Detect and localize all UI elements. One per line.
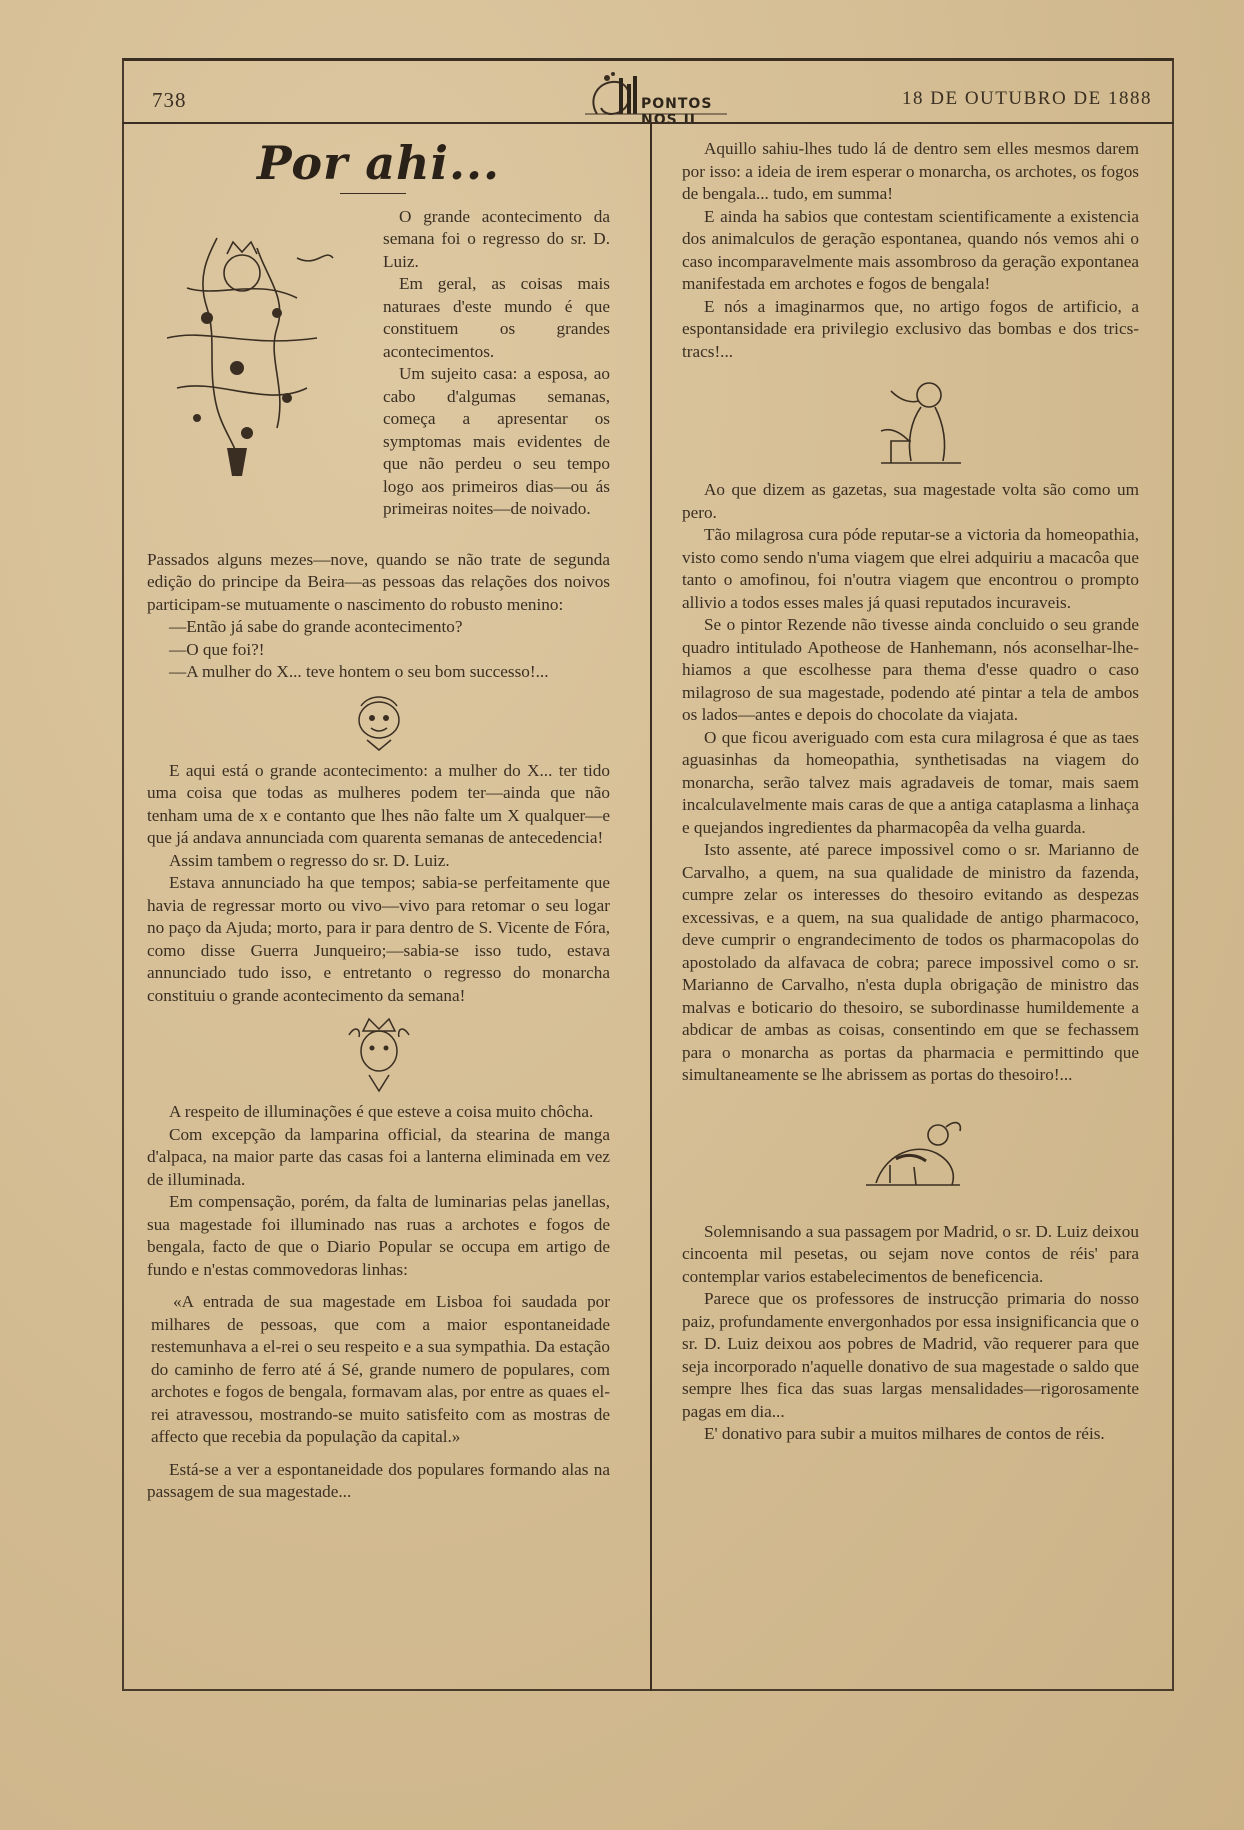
- article-title: Por ahi...: [256, 136, 501, 190]
- dialogue-line: —Então já sabe do grande acontecimento?: [169, 617, 463, 636]
- page-number: 738: [152, 88, 187, 112]
- issue-date: 18 DE OUTUBRO DE 1888: [902, 88, 1152, 109]
- dialogue-line: —O que foi?!: [169, 639, 265, 659]
- paragraph: Aquillo sahiu-lhes tudo lá de dentro sem elles mesmos darem por isso: a ideia de irem esperar o monarcha, os archotes, os fogos de bengala... tudo, em summa!: [682, 139, 1139, 203]
- intro-text: [383, 206, 610, 521]
- paragraph: Assim tambem o regresso do sr. D. Luiz.: [169, 850, 450, 870]
- paragraph: O que ficou averiguado com esta cura milagrosa é que as taes aguasinhas da homeopathia, synthetisadas na viagem do monarcha, serão talvez mais agradaveis de tomar, mais saem incalculavelmente mais caras de que a antiga cataplasma a linhaça e quejandos ingredientes da pharmacopêa da velha guarda.: [682, 727, 1139, 837]
- intro-section: [147, 206, 610, 549]
- crouching-figure-vignette-icon: [856, 1113, 966, 1193]
- paragraph: Com excepção da lamparina official, da stearina de manga d'alpaca, na maior parte das casas foi a lanterna eliminada em vez de illuminada.: [147, 1124, 610, 1189]
- vignette-4: [682, 1113, 1139, 1193]
- paragraph: Isto assente, até parece impossivel como o sr. Marianno de Carvalho, a quem, na sua qualidade de ministro da fazenda, cumpre zelar os interesses do thesoiro evitando as despezas excessivas, e a quem, na sua qualidade de antigo pharmacoco, deve cumprir o engrandecimento de todos os pharmacopolas do apostolado da alfavaca de cobra; parece impossivel como o sr. Marianno de Carvalho, n'esta dupla obrigação de ministro das malvas e boticario do thesoiro, se subordinasse humildemente a abdicar de ambas as coisas, consentindo em que se fechassem para o monarcha as portas da pharmacia e permittindo que simultaneamente se lhe abrissem as portas do thesoiro!...: [682, 840, 1139, 1084]
- masthead-title: PONTOS NOS II: [641, 96, 713, 128]
- paragraph: Está-se a ver a espontaneidade dos populares formando alas na passagem de sua magestade...: [147, 1459, 610, 1501]
- paragraph: Tão milagrosa cura póde reputar-se a victoria da homeopathia, visto como sendo n'uma viagem que elrei adquiriu a macacôa que tanto o amofinou, foi n'outra viagem que encontrou o prompto allivio a todos esses males já quasi reputados incuraveis.: [682, 525, 1139, 612]
- paragraph: Se o pintor Rezende não tivesse ainda concluido o seu grande quadro intitulado Apotheose de Hanhemann, nós aconselhar-lhe-hiamos a que escolhesse para thema d'esse quadro o caso milagroso de sua magestade, podendo até pintar a tela de ambos os lados—antes e depois do chocolate da viajata.: [682, 615, 1139, 724]
- title-rule: [340, 193, 406, 194]
- quote-block: «A entrada de sua magestade em Lisboa foi saudada por milhares de pessoas, que com a maior espontaneidade restemunhava a el-rei o seu respeito e a sua sympathia. Da estação do caminho de ferro até á Sé, grande numero de populares, com archotes e fogos de bengala, formavam alas, por entre as quaes el-rei atravessou, mostrando-se muito satisfeito com as mostras de affecto que recebia da população da capital.»: [151, 1292, 610, 1446]
- vignette-1: [147, 692, 610, 752]
- paragraph: E aqui está o grande acontecimento: a mulher do X... ter tido uma coisa que todas as mulheres podem ter—ainda que não tenham uma de x e contanto que lhes não falte um X qualquer—e que já andava annunciada com quarenta semanas de antecedencia!: [147, 760, 610, 847]
- paragraph: Parece que os professores de instrucção primaria do nosso paiz, profundamente envergonhados por essa insignificancia que o sr. D. Luiz deixou aos pobres de Madrid, vão requerer para que seja incorporado n'aquelle donativo de sua magestade o saldo que sempre lhes fica das suas largas mensalidades—rigorosamente pagas em dia...: [682, 1289, 1139, 1421]
- masthead-logo: [577, 68, 737, 128]
- dialogue-line: —A mulher do X... teve hontem o seu bom successo!...: [169, 662, 549, 681]
- seated-figure-vignette-icon: [851, 371, 971, 471]
- crowned-head-vignette-icon: [339, 1015, 419, 1093]
- paragraph: A respeito de illuminações é que esteve a coisa muito chôcha.: [169, 1102, 594, 1121]
- paragraph: Em compensação, porém, da falta de luminarias pelas janellas, sua magestade foi illuminado nas ruas a archotes e fogos de bengala, facto de que o Diario Popular se occupa em artigo de fundo e n'estas commovedoras linhas:: [147, 1192, 610, 1279]
- paragraph: Passados alguns mezes—nove, quando se não trate de segunda edição do principe da Beira—as pessoas das relações dos noivos participam-se mutuamente o nascimento do robusto menino:: [147, 549, 610, 614]
- crowned-figure-illustration: [147, 218, 337, 480]
- vignette-3: [682, 371, 1139, 471]
- paragraph: Um sujeito casa: a esposa, ao cabo d'algumas semanas, começa a apresentar os symptomas mais evidentes de que não perdeu o seu tempo logo aos primeiros dias—ou ás primeiras noites—de noivado.: [383, 364, 610, 518]
- paragraph: Ao que dizem as gazetas, sua magestade volta são como um pero.: [682, 480, 1139, 522]
- right-column: [682, 138, 1139, 1446]
- paragraph: Em geral, as coisas mais naturaes d'este mundo é que constituem os grandes acontecimentos.: [383, 274, 610, 361]
- paragraph: E' donativo para subir a muitos milhares de contos de réis.: [704, 1424, 1105, 1443]
- header-rule: [122, 122, 1174, 124]
- paragraph: Estava annunciado ha que tempos; sabia-se perfeitamente que havia de regressar morto ou vivo—vivo para retomar o seu logar no paço da Ajuda; morto, para ir para dentro de S. Vicente de Fóra, como disse Guerra Junqueiro;—sabia-se isso tudo, estava annunciado tudo isso, e entretanto o regresso do monarcha constituiu o grande acontecimento da semana!: [147, 873, 610, 1005]
- paragraph: O grande acontecimento da semana foi o regresso do sr. D. Luiz.: [383, 206, 610, 271]
- page-header: [122, 58, 1174, 128]
- column-divider: [650, 124, 652, 1691]
- paragraph: E ainda ha sabios que contestam scientificamente a existencia dos animalculos de geração espontanea, quando nós vemos ahi o caso incomparavelmente mais assombroso da geração expontanea manifestada em archotes e fogos de bengala!: [682, 206, 1139, 293]
- paragraph: Solemnisando a sua passagem por Madrid, o sr. D. Luiz deixou cincoenta mil pesetas, ou sejam nove contos de réis' para contemplar varios estabelecimentos de beneficencia.: [682, 1221, 1139, 1286]
- left-column: [147, 138, 610, 1504]
- vignette-2: [147, 1015, 610, 1093]
- mask-vignette-icon: [339, 692, 419, 752]
- paragraph: E nós a imaginarmos que, no artigo fogos de artificio, a espontansidade era privilegio exclusivo das bombas e dos trics-tracs!...: [682, 296, 1139, 361]
